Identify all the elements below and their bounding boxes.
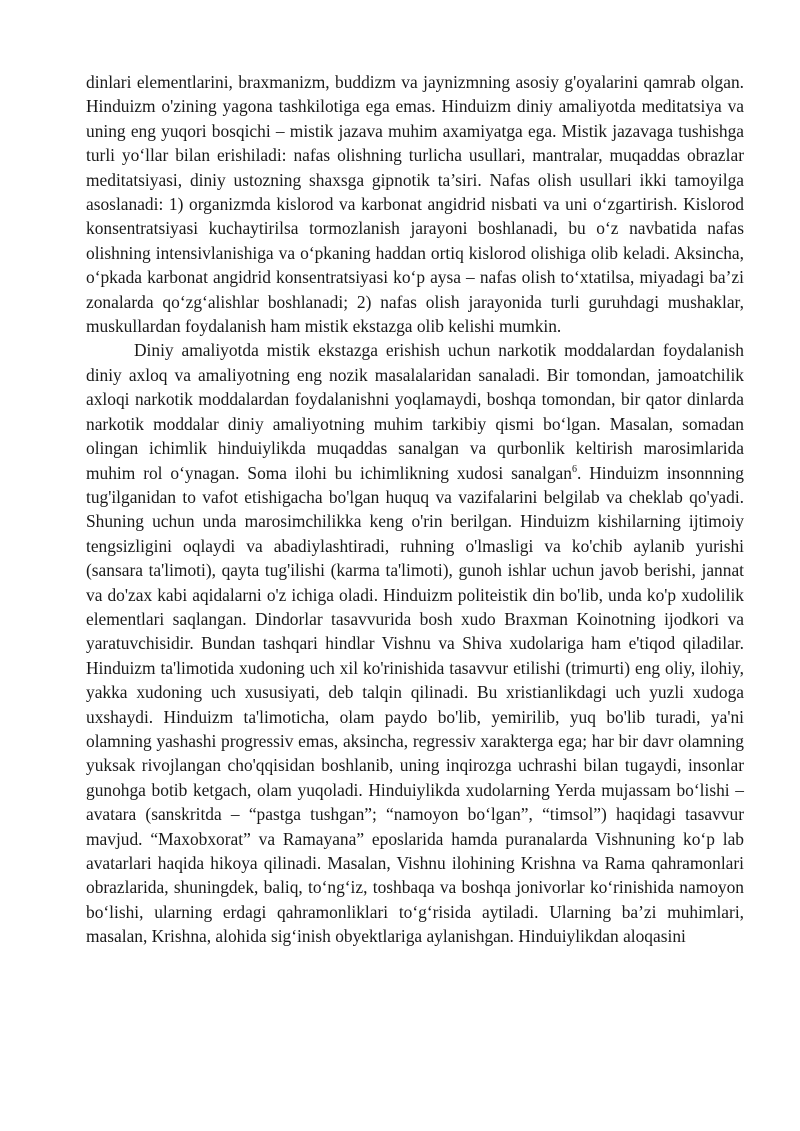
paragraph-1: dinlari elementlarini, braxmanizm, buddizm va jaynizmning asosiy g'oyalarini qamrab olgan. Hinduizm o'zining yagona tashkilotiga ega emas. Hinduizm diniy amaliyotda meditatsiya va uning eng yuqori bosqichi – mistik jazava muhim axamiyatga ega. Mistik jazavaga tushishga turli yo‘llar bilan erishiladi: nafas olishning turlicha usullari, mantralar, muqaddas obrazlar meditatsiyasi, diniy ustozning shaxsga gipnotik ta’siri. Nafas olish usullari ikki tamoyilga asoslanadi: 1) organizmda kislorod va karbonat angidrid nisbati va uni o‘zgartirish. Kislorod konsentratsiyasi kuchaytirilsa tormozlanish jarayoni boshlanadi, bu o‘z navbatida nafas olishning intensivlanishiga va o‘pkaning haddan ortiq kislorod olishiga olib keladi. Aksincha, o‘pkada karbonat angidrid konsentratsiyasi ko‘p aysa – nafas olish to‘xtatilsa, miyadagi ba’zi zonalarda qo‘zg‘alishlar boshlanadi; 2) nafas olish jarayonida turli guruhdagi mushaklar, muskullardan foydalanish ham mistik ekstazga olib kelishi mumkin. — [86, 72, 744, 337]
paragraph-2-text-start: Diniy amaliyotda mistik ekstazga erishish uchun narkotik moddalardan foydalanish diniy axloq va amaliyotning eng nozik masalalaridan sanaladi. Bir tomondan, jamoatchilik axloqi narkotik moddalardan foydalanishni yoqlamaydi, boshqa tomondan, bir qator dinlarda narkotik moddalar diniy amaliyotning muhim tarkibiy qismi bo‘lgan. Masalan, somadan olingan ichimlik hinduiylikda muqaddas sanalgan va qurbonlik keltirish marosimlarida muhim rol o‘ynagan. Soma ilohi bu ichimlikning xudosi sanalgan — [86, 340, 744, 483]
paragraph-2-text-rest: . Hinduizm insonnning tug'ilganidan to vafot etishigacha bo'lgan huquq va vazifalarini belgilab va cheklab qo'yadi. Shuning uchun unda marosimchilikka keng o'rin berilgan. Hinduizm kishilarning ijtimoiy tengsizligini oqlaydi va abadiylashtiradi, ruhning o'lmasligi va ko'chib aylanib yurishi (sansara ta'limoti), qayta tug'ilishi (karma ta'limoti), gunoh ishlar uchun javob berishi, jannat va do'zax kabi aqidalarni o'z ichiga oladi. Hinduizm politeistik din bo'lib, unda ko'p xudolilik elementlari saqlangan. Dindorlar tasavvurida bosh xudo Braxman Koinotning ijodkori va yaratuvchisidir. Bundan tashqari hindlar Vishnu va Shiva xudolariga ham e'tiqod qiladilar. Hinduizm ta'limotida xudoning uch xil ko'rinishida tasavvur etilishi (trimurti) eng oliy, ilohiy, yakka xudoning uch xususiyati, deb talqin qilinadi. Bu xristianlikdagi uch yuzli xudoga uxshaydi. Hinduizm ta'limoticha, olam paydo bo'lib, yemirilib, yuq bo'lib turadi, ya'ni olamning yashashi progressiv emas, aksincha, regressiv xarakterga ega; har bir davr olamning yuksak rivojlangan cho'qqisidan boshlanib, uning inqirozga uchrashi bilan tugaydi, insonlar gunohga botib ketgach, olam yuqoladi. Hinduiylikda xudolarning Yerda mujassam bo‘lishi – avatara (sanskritda – “pastga tushgan”; “namoyon bo‘lgan”, “timsol”) haqidagi tasavvur mavjud. “Maxobxorat” va Ramayana” eposlarida hamda puranalarda Vishnuning ko‘p lab avatarlari haqida hikoya qilinadi. Masalan, Vishnu ilohining Krishna va Rama qahramonlari obrazlarida, shuningdek, baliq, to‘ng‘iz, toshbaqa va boshqa jonivorlar ko‘rinishida namoyon bo‘lishi, ularning erdagi qahramonliklari to‘g‘risida aytiladi. Ularning ba’zi muhimlari, masalan, Krishna, alohida sig‘inish obyektlariga aylanishgan. Hinduiylikdan aloqasini — [86, 462, 744, 947]
footnote-reference[interactable]: 6 — [571, 463, 577, 475]
paragraph-2 — [86, 338, 744, 948]
